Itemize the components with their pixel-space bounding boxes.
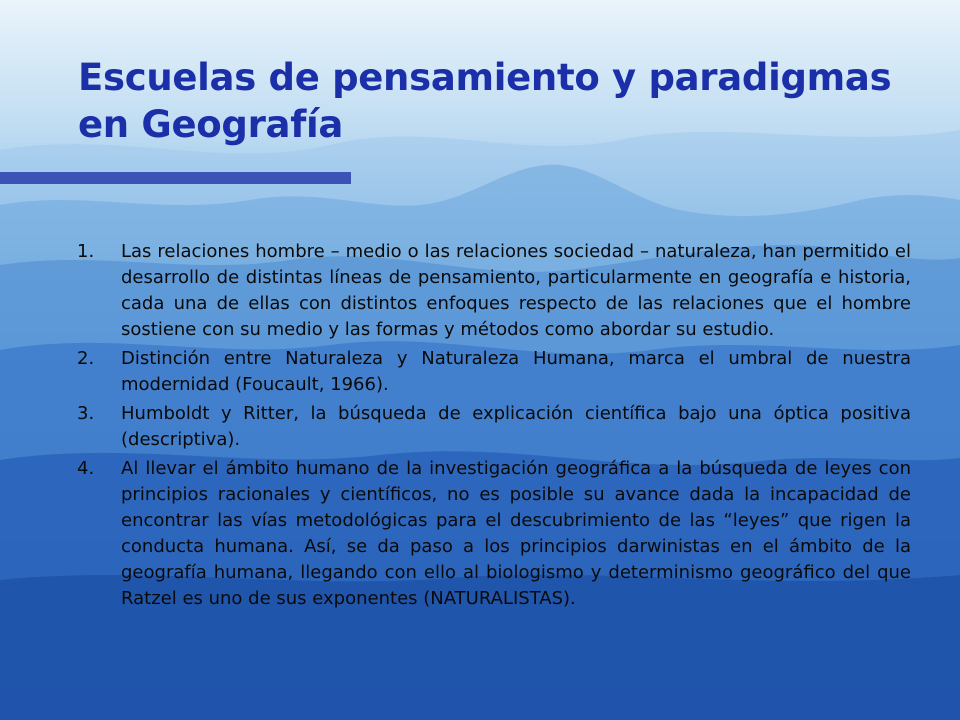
list-item-text: Las relaciones hombre – medio o las relaciones sociedad – naturaleza, han permitido el desarrollo de distintas líneas de pensamiento, particularmente en geografía e historia, cada una de ellas con distintos enfoques respecto de las relaciones que el hombre sostiene con su medio y las formas y métodos como abordar su estudio. [121, 241, 911, 340]
list-item [77, 456, 911, 612]
slide-title-line: en Geografía [78, 103, 344, 146]
list-item-number: 1. [77, 241, 95, 262]
list-item-text: Humboldt y Ritter, la búsqueda de explicación científica bajo una óptica positiva (descriptiva). [121, 403, 911, 450]
list-item-number: 2. [77, 348, 95, 369]
list-item [77, 239, 911, 343]
list-item-text: Distinción entre Naturaleza y Naturaleza Humana, marca el umbral de nuestra modernidad (Foucault, 1966). [121, 348, 911, 395]
slide-title-line: Escuelas de pensamiento y paradigmas [78, 56, 892, 99]
numbered-list [77, 239, 911, 615]
slide-title [78, 54, 938, 148]
list-item [77, 401, 911, 453]
title-accent-bar [0, 172, 351, 184]
list-item-number: 4. [77, 458, 95, 479]
list-item-number: 3. [77, 403, 95, 424]
list-item [77, 346, 911, 398]
list-item-text: Al llevar el ámbito humano de la investigación geográfica a la búsqueda de leyes con principios racionales y científicos, no es posible su avance dada la incapacidad de encontrar las vías metodológicas para el descubrimiento de las “leyes” que rigen la conducta humana. Así, se da paso a los principios darwinistas en el ámbito de la geografía humana, llegando con ello al biologismo y determinismo geográfico del que Ratzel es uno de sus exponentes (NATURALISTAS). [121, 458, 911, 609]
